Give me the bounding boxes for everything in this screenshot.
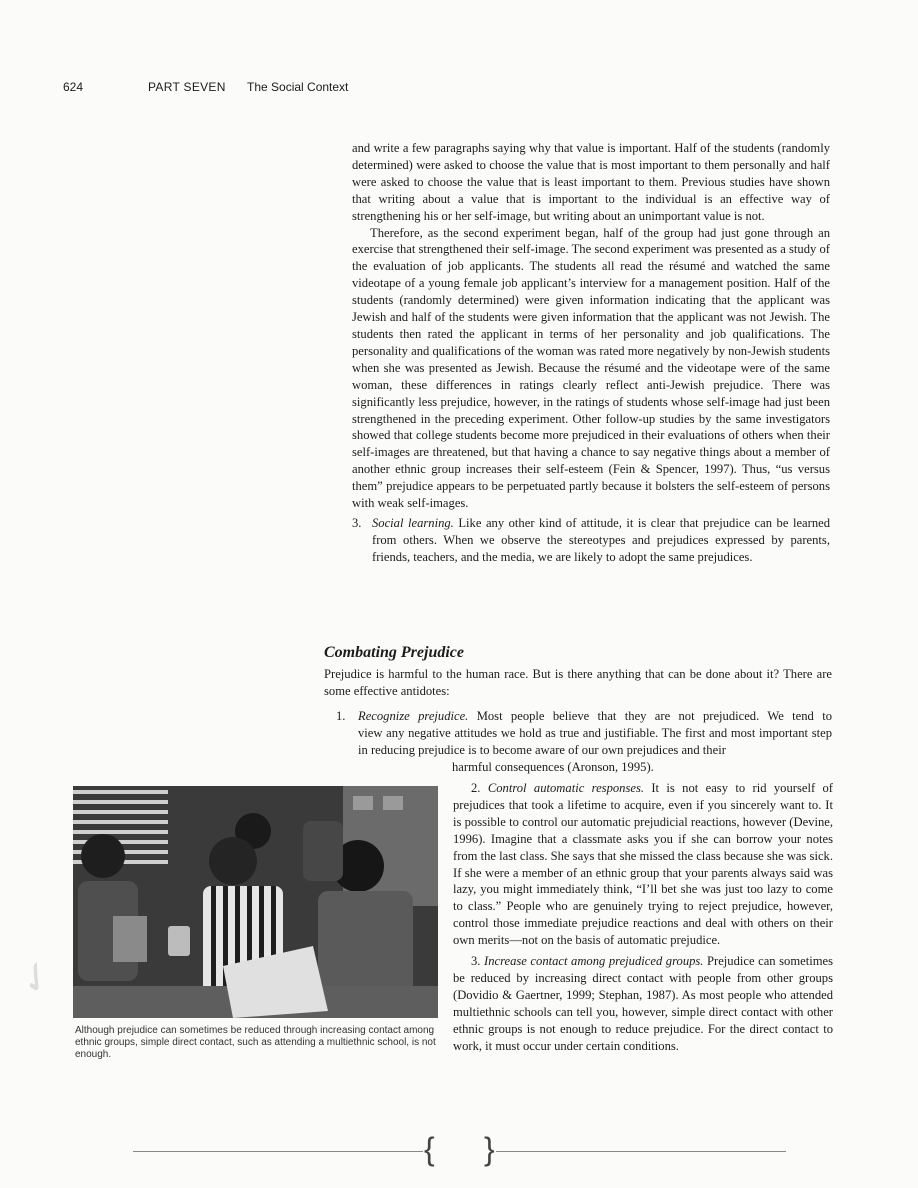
list-item-control	[453, 780, 833, 949]
list-number: 3.	[352, 515, 362, 530]
list-item-term: Recognize prejudice.	[358, 709, 469, 723]
right-text-column	[453, 780, 833, 1059]
paragraph-value-writing: and write a few paragraphs saying why that value is important. Half of the students (randomly determined) were asked to choose the value that is most important to them personally and half were asked to choose the value that is least important to them. Previous studies have shown that writing about a value that is important to the individual is an effective way of strengthening his or her self-image, but writing about an unimportant value is not.	[352, 141, 830, 223]
list-item-continued: view any negative attitudes we hold as true and justifiable. The first and most important step in reducing prejudice is to become aware of our own prejudices and their	[358, 725, 832, 757]
list-item-body: It is not easy to rid yourself of prejudices that took a lifetime to acquire, even if you sincerely want to. It is possible to control our automatic prejudicial reactions, however (Devine, 1996). Imagine that a classmate asks you if she can borrow your notes from the last class. She says that she missed the class because she was sick. If she were a member of an ethnic group that your parents always said was lazy, you might immediately think, “I’ll bet she was just too lazy to come to class.” People who are genuinely trying to reject prejudice, however, control those immediate prejudice reactions and deal with others on their own merits—not on the basis of automatic prejudice.	[453, 781, 833, 948]
part-label: PART SEVEN	[148, 80, 226, 94]
list-item-term: Control automatic responses.	[487, 781, 644, 795]
footer-rule-right	[496, 1151, 786, 1152]
photo-caption: Although prejudice can sometimes be reduced through increasing contact among ethnic groups, simple direct contact, such as attending a multiethnic school, is not enough.	[75, 1025, 436, 1060]
list-item-body: Most people believe that they are not prejudiced. We tend to	[468, 709, 832, 723]
list-number: 2.	[471, 781, 481, 795]
footer-rule-left	[133, 1151, 423, 1152]
section-heading: Combating Prejudice	[324, 644, 464, 661]
footer-bracket-right: }	[484, 1131, 495, 1167]
classroom-photo	[73, 786, 438, 1018]
list-number: 1.	[336, 709, 346, 723]
paragraph-second-experiment: Therefore, as the second experiment began, half of the group had just gone through an exercise that strengthened their self-image. The second experiment was presented as a study of the evaluation of job applicants. The students all read the résumé and watched the same videotape of a young female job applicant’s interview for a management position. Half of the students (randomly determined) were given information indicating that the applicant was Jewish and half of the students were given information that the applicant was not Jewish. The students then rated the applicant in terms of her personality and job qualifications. The personality and qualifications of the woman was rated more negatively by non-Jewish students when she was presented as Jewish. Because the résumé and the videotape were of the same woman, these differences in ratings clearly reflect anti-Jewish prejudice. There was significantly less prejudice, however, in the ratings of students whose self-image had just been strengthened in the preceding experiment. Other follow-up studies by the same investigators showed that college students become more prejudiced in their evaluations of others when their self-images are threatened, but that having a chance to say negative things about a member of another ethnic group increases their self-esteem (Fein & Spencer, 1997). Thus, “us versus them” prejudice appears to be perpetuated partly because it bolsters the self-esteem of persons with weak self-images.	[352, 225, 830, 511]
list-item-last-line: harmful consequences (Aronson, 1995).	[452, 759, 654, 774]
section-intro: Prejudice is harmful to the human race. But is there anything that can be done about it? There are some effective antidotes:	[324, 667, 832, 698]
list-item-body: Prejudice can sometimes be reduced by increasing direct contact with people from other groups (Dovidio & Gaertner, 1999; Stephan, 1987). As most people who attended multiethnic schools can tell you, however, simple direct contact with other ethnic groups is not enough to reduce prejudice. For the direct contact to work, it must occur under certain conditions.	[453, 954, 833, 1053]
list-item-first-line	[336, 708, 832, 725]
upper-text-column	[352, 140, 830, 566]
list-item-body: Like any other kind of attitude, it is clear that prejudice can be learned from others. When we observe the stereotypes and prejudices expressed by parents, friends, teachers, and the media, we are likely to adopt the same prejudices.	[372, 515, 831, 564]
list-item-text	[372, 515, 830, 566]
list-item-social-learning	[352, 515, 830, 566]
list-item-term: Social learning.	[372, 515, 454, 530]
chapter-title: The Social Context	[247, 80, 349, 94]
list-item-recognize	[336, 708, 832, 776]
list-number: 3.	[471, 954, 481, 969]
list-item-term: Increase contact among prejudiced groups.	[484, 954, 704, 969]
footer-bracket-left: {	[424, 1131, 435, 1167]
scan-artifact-mark: ✓	[9, 949, 65, 1007]
list-item-contact	[453, 953, 833, 1054]
page-number: 624	[63, 80, 84, 94]
photo-illustration	[73, 786, 438, 1018]
